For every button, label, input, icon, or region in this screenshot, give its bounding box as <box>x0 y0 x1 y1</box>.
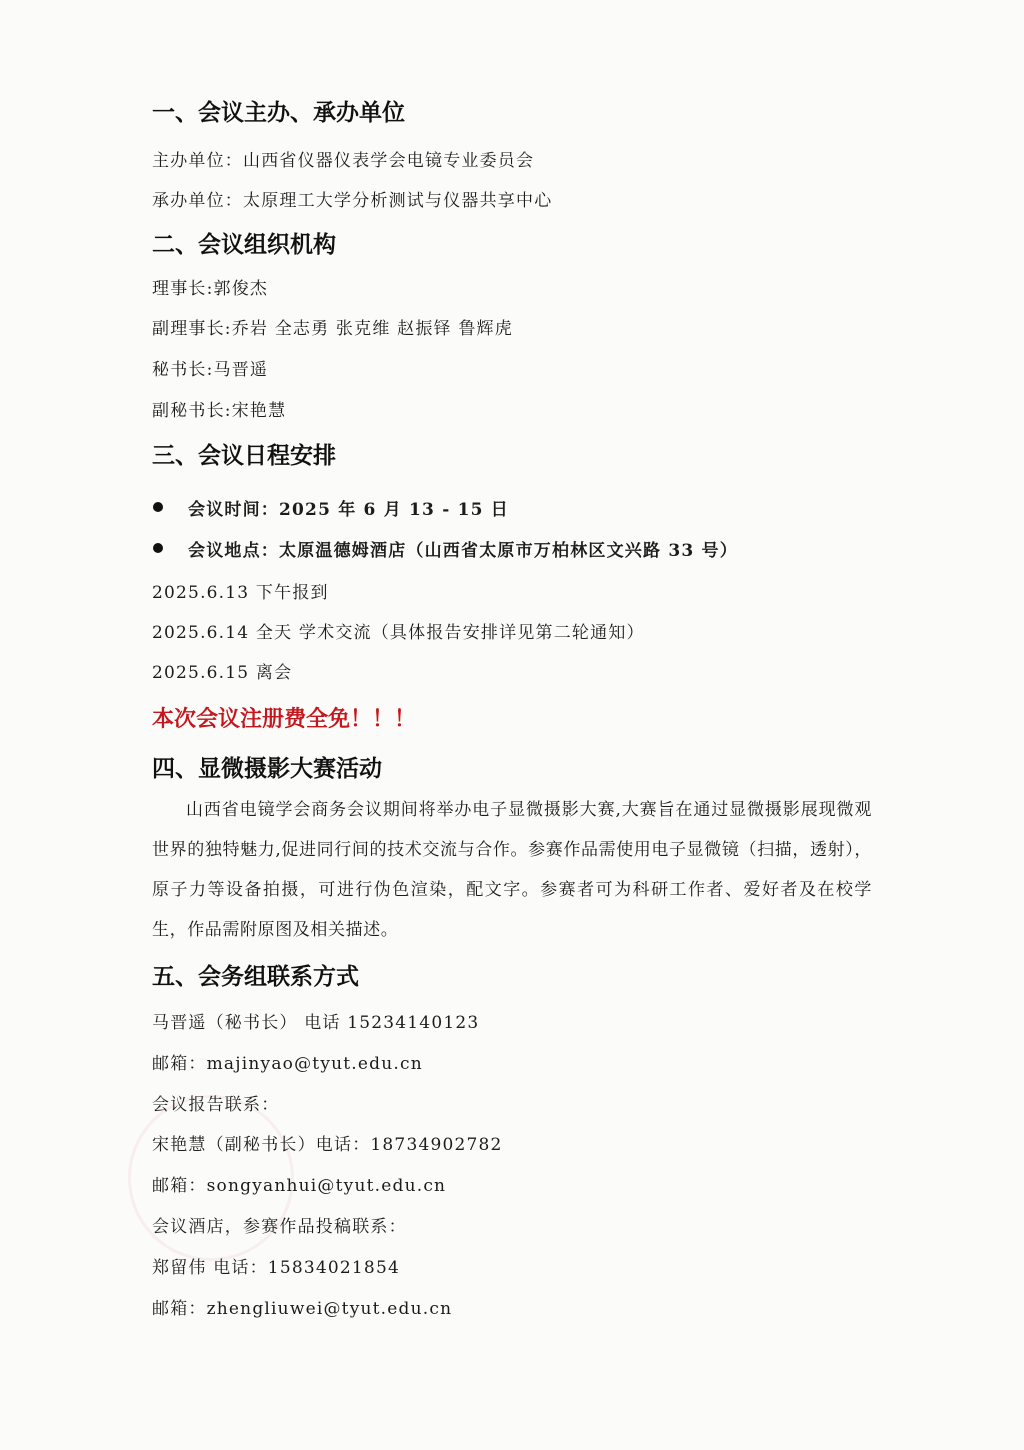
section-1-heading: 一、会议主办、承办单位 <box>152 100 405 126</box>
section-5-heading: 五、会务组联系方式 <box>152 964 359 990</box>
contest-paragraph: 山西省电镜学会商务会议期间将举办电子显微摄影大赛,大赛旨在通过显微摄影展现微观世界的独特魅力,促进同行间的技术交流与合作。参赛作品需使用电子显微镜（扫描，透射），原子力等设备拍摄，可进行伪色渲染，配文字。参赛者可为科研工作者、爱好者及在校学生，作品需附原图及相关描述。 <box>152 800 872 940</box>
schedule-day-2: 2025.6.14 全天 学术交流（具体报告安排详见第二轮通知） <box>152 623 645 643</box>
contact-3-email: 邮箱：zhengliuwei@tyut.edu.cn <box>152 1299 453 1319</box>
section-4-heading: 四、显微摄影大赛活动 <box>152 756 382 782</box>
section-2-heading: 二、会议组织机构 <box>152 232 336 258</box>
contact-1-phone: 马晋遥（秘书长） 电话 15234140123 <box>152 1013 480 1033</box>
vice-chairs: 副理事长:乔岩 全志勇 张克维 赵振铎 鲁辉虎 <box>152 319 513 339</box>
registration-fee-notice: 本次会议注册费全免！！！ <box>152 707 417 732</box>
organizer-unit: 承办单位：太原理工大学分析测试与仪器共享中心 <box>152 191 553 211</box>
contact-2-email: 邮箱：songyanhui@tyut.edu.cn <box>152 1176 447 1196</box>
chair: 理事长:郭俊杰 <box>152 279 269 299</box>
section-3-heading: 三、会议日程安排 <box>152 443 336 469</box>
hotel-contact-label: 会议酒店，参赛作品投稿联系： <box>152 1217 407 1237</box>
meeting-time: 会议时间：2025 年 6 月 13 - 15 日 <box>188 500 509 520</box>
schedule-day-3: 2025.6.15 离会 <box>152 663 293 683</box>
host-unit: 主办单位：山西省仪器仪表学会电镜专业委员会 <box>152 151 535 171</box>
schedule-day-1: 2025.6.13 下午报到 <box>152 583 329 603</box>
contact-3-phone: 郑留伟 电话：15834021854 <box>152 1258 400 1278</box>
contact-2-phone: 宋艳慧（副秘书长）电话：18734902782 <box>152 1135 503 1155</box>
secretary: 秘书长:马晋遥 <box>152 360 269 380</box>
bullet-icon <box>153 502 163 512</box>
bullet-icon <box>153 543 163 553</box>
meeting-place: 会议地点：太原温德姆酒店（山西省太原市万柏林区文兴路 33 号） <box>188 541 738 561</box>
deputy-secretary: 副秘书长:宋艳慧 <box>152 401 287 421</box>
contact-1-email: 邮箱：majinyao@tyut.edu.cn <box>152 1054 423 1074</box>
report-contact-label: 会议报告联系： <box>152 1095 280 1115</box>
